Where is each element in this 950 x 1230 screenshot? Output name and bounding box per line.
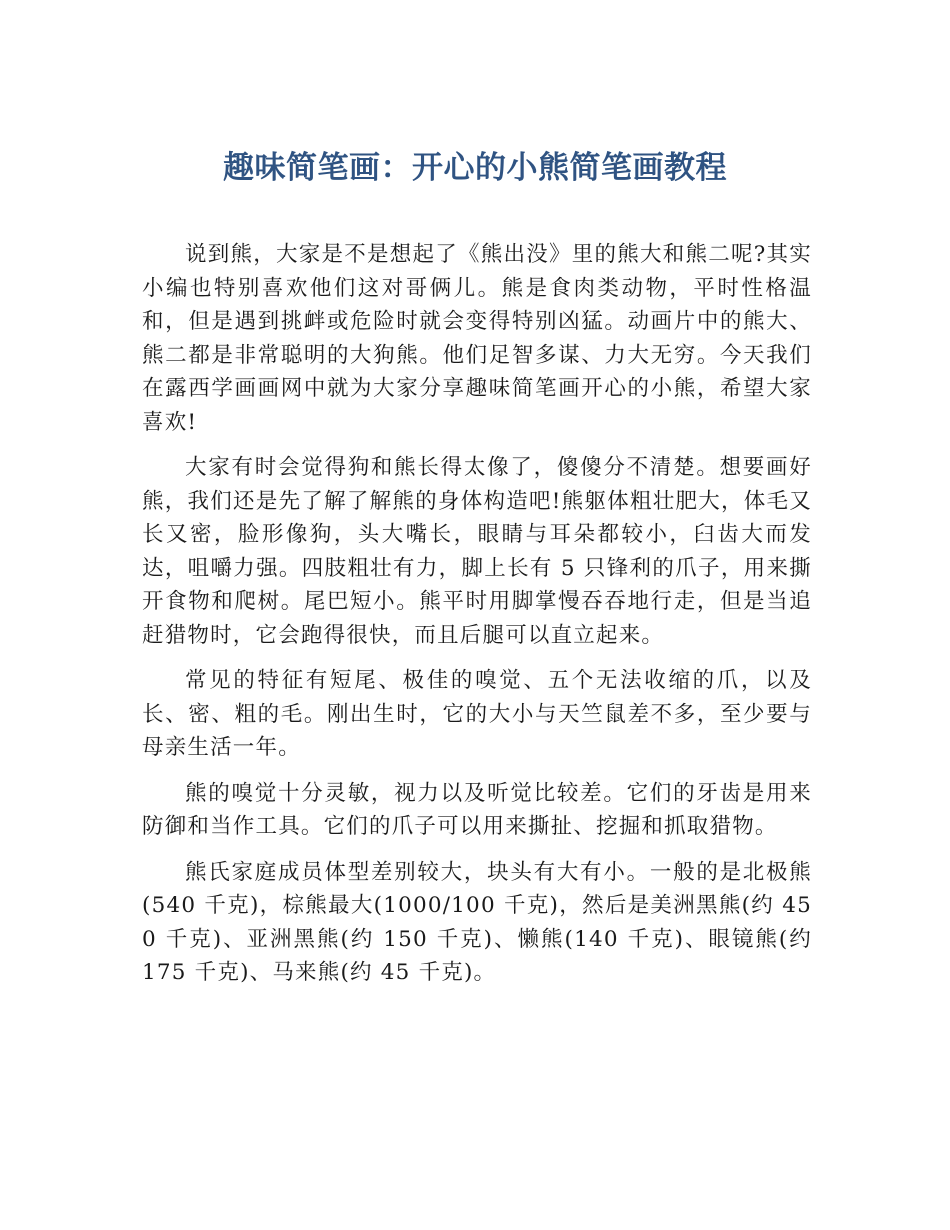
paragraph-species-sizes: 熊氏家庭成员体型差别较大，块头有大有小。一般的是北极熊(540 千克)，棕熊最大(1000/100 千克)，然后是美洲黑熊(约 450 千克)、亚洲黑熊(约 150 千克)、懒熊(140 千克)、眼镜熊(约 175 千克)、马来熊(约 45 千克)。 [142,859,812,985]
paragraph-intro: 说到熊，大家是不是想起了《熊出没》里的熊大和熊二呢?其实小编也特别喜欢他们这对哥俩儿。熊是食肉类动物，平时性格温和，但是遇到挑衅或危险时就会变得特别凶猛。动画片中的熊大、熊二都是非常聪明的大狗熊。他们足智多谋、力大无穷。今天我们在露西学画画网中就为大家分享趣味简笔画开心的小熊，希望大家喜欢! [142,242,812,435]
document-title: 趣味简笔画：开心的小熊简笔画教程 [223,150,727,186]
paragraph-features: 常见的特征有短尾、极佳的嗅觉、五个无法收缩的爪，以及长、密、粗的毛。刚出生时，它的大小与天竺鼠差不多，至少要与母亲生活一年。 [142,668,812,760]
document-body [142,238,812,1002]
paragraph-senses: 熊的嗅觉十分灵敏，视力以及听觉比较差。它们的牙齿是用来防御和当作工具。它们的爪子可以用来撕扯、挖掘和抓取猎物。 [142,780,812,839]
paragraph-body-structure: 大家有时会觉得狗和熊长得太像了，傻傻分不清楚。想要画好熊，我们还是先了解了解熊的身体构造吧!熊躯体粗壮肥大，体毛又长又密，脸形像狗，头大嘴长，眼睛与耳朵都较小，臼齿大而发达，咀嚼力强。四肢粗壮有力，脚上长有 5 只锋利的爪子，用来撕开食物和爬树。尾巴短小。熊平时用脚掌慢吞吞地行走，但是当追赶猎物时，它会跑得很快，而且后腿可以直立起来。 [142,455,812,648]
